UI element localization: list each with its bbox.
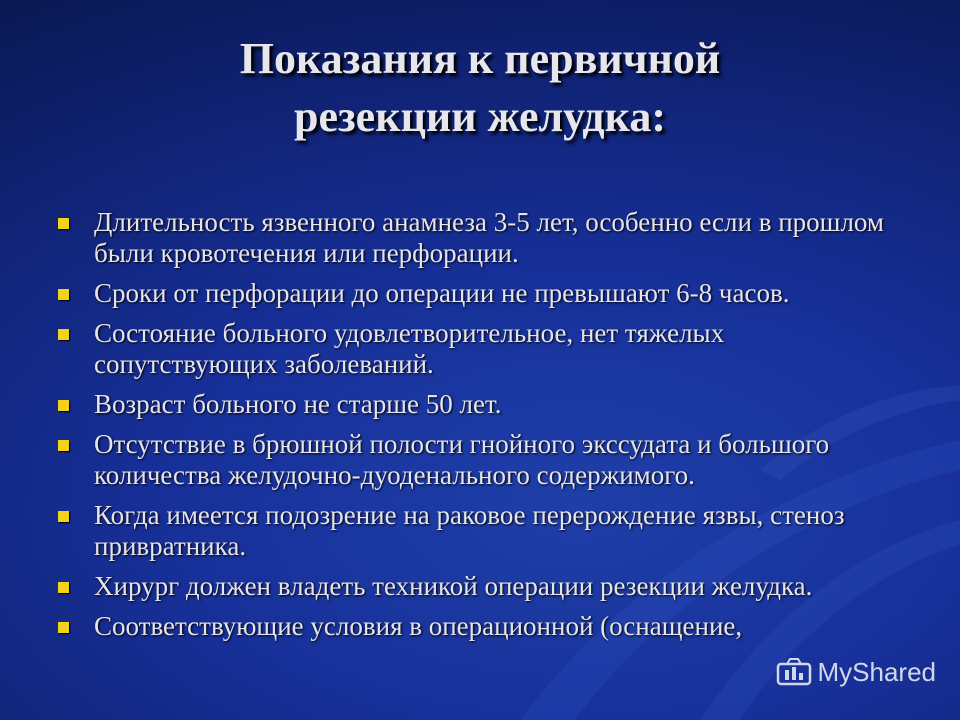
- bullet-square-icon: [58, 440, 69, 451]
- slide-title: [0, 30, 960, 146]
- bullet-item: [58, 571, 908, 602]
- bullet-item: [58, 207, 908, 269]
- title-line-2: резекции желудка:: [294, 92, 666, 141]
- bullet-square-icon: [58, 329, 69, 340]
- bullet-list: [58, 207, 908, 651]
- bullet-item: [58, 389, 908, 420]
- bullet-square-icon: [58, 218, 69, 229]
- bullet-item: [58, 318, 908, 380]
- bullet-text: Возраст больного не старше 50 лет.: [94, 389, 502, 419]
- bullet-square-icon: [58, 511, 69, 522]
- title-line-1: Показания к первичной: [239, 34, 721, 83]
- bullet-text: Длительность язвенного анамнеза 3-5 лет, особенно если в прошлом были кровотечения или перфорации.: [94, 207, 884, 268]
- myshared-logo-icon: [776, 658, 812, 688]
- bullet-square-icon: [58, 582, 69, 593]
- bullet-square-icon: [58, 289, 69, 300]
- watermark-text: MyShared: [817, 657, 936, 687]
- myshared-watermark: [776, 657, 937, 688]
- bullet-item: [58, 278, 908, 309]
- bullet-text: Отсутствие в брюшной полости гнойного экссудата и большого количества желудочно-дуоденального содержимого.: [94, 429, 830, 490]
- bullet-text: Соответствующие условия в операционной (оснащение,: [94, 611, 743, 641]
- bullet-square-icon: [58, 400, 69, 411]
- bullet-item: [58, 429, 908, 491]
- bullet-text: Состояние больного удовлетворительное, нет тяжелых сопутствующих заболеваний.: [94, 318, 725, 379]
- bullet-text: Сроки от перфорации до операции не превышают 6-8 часов.: [94, 278, 790, 308]
- bullet-item: [58, 611, 908, 642]
- bullet-text: Когда имеется подозрение на раковое перерождение язвы, стеноз привратника.: [94, 500, 845, 561]
- bullet-square-icon: [58, 622, 69, 633]
- bullet-item: [58, 500, 908, 562]
- bullet-text: Хирург должен владеть техникой операции резекции желудка.: [94, 571, 813, 601]
